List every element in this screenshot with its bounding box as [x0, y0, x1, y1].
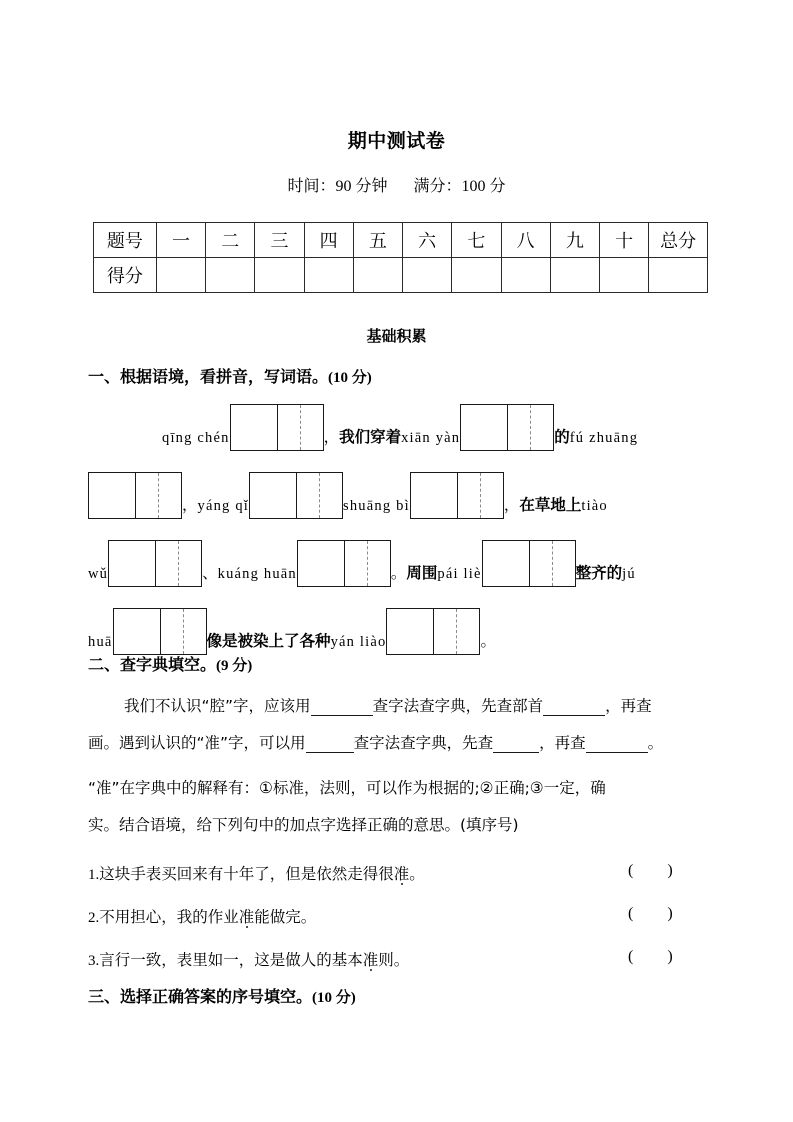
pinyin-writing-exercise [88, 404, 728, 676]
score-table-col-header: 七 [452, 223, 501, 258]
question-2-heading [88, 652, 252, 675]
score-table-col-header: 八 [501, 223, 550, 258]
item-number: 2. [88, 910, 100, 926]
score-table-score-cell[interactable] [156, 258, 205, 293]
q2-paragraph-line-2 [88, 731, 663, 753]
q2-choice-item [88, 948, 409, 970]
punctuation: 。 [390, 564, 407, 582]
q2-blank-2[interactable] [543, 699, 605, 716]
score-table-col-header: 五 [353, 223, 402, 258]
character-writing-box[interactable] [386, 608, 480, 655]
paren-open: ( [628, 862, 634, 879]
q2-instruction-line: 实。结合语境，给下列句中的加点字选择正确的意思。(填序号) [88, 816, 519, 834]
item-text-tail: 。 [409, 865, 425, 883]
pinyin-hint: yáng qǐ [197, 498, 250, 514]
score-table-score-cell[interactable] [206, 258, 255, 293]
score-table-col-header: 三 [255, 223, 304, 258]
sentence-text: 的 [554, 428, 570, 446]
score-table-score-cell[interactable] [649, 258, 708, 293]
character-writing-box[interactable] [482, 540, 576, 587]
paren-close: ) [667, 948, 673, 965]
pinyin-line [88, 472, 728, 540]
character-writing-box[interactable] [410, 472, 504, 519]
question-3-heading [88, 984, 356, 1007]
question-2-points: (9 分) [216, 658, 253, 674]
answer-bracket[interactable] [628, 862, 673, 880]
character-writing-box[interactable] [460, 404, 554, 451]
q2-text-2d: 。 [647, 734, 664, 752]
paren-close: ) [667, 905, 673, 922]
score-table-col-header: 九 [550, 223, 599, 258]
item-number: 1. [88, 867, 100, 883]
exam-fullscore: 满分：100 分 [413, 178, 506, 195]
answer-bracket[interactable] [628, 948, 673, 966]
question-1-title: 一、根据语境，看拼音，写词语。 [88, 367, 329, 386]
sentence-text: 整齐的 [575, 564, 623, 582]
score-table-score-cell[interactable] [255, 258, 304, 293]
q2-paragraph-line-1 [124, 694, 652, 716]
score-table-col-header: 六 [403, 223, 452, 258]
score-table-col-header: 一 [156, 223, 205, 258]
emphasized-character: 准 [238, 908, 255, 926]
question-1-heading [88, 364, 372, 387]
pinyin-hint: yán liào [330, 634, 387, 650]
pinyin-hint: wǔ [88, 566, 109, 582]
emphasized-character: 准 [393, 865, 410, 883]
sentence-text: 周围 [406, 564, 438, 582]
paren-open: ( [628, 905, 634, 922]
score-table-col-header: 十 [599, 223, 648, 258]
score-table-score-cell[interactable] [599, 258, 648, 293]
pinyin-hint: kuáng huān [217, 566, 297, 582]
question-2-title: 二、查字典填空。 [88, 655, 217, 674]
pinyin-hint: shuāng bì [343, 498, 410, 514]
q2-blank-3[interactable] [306, 736, 354, 753]
q2-blank-5[interactable] [586, 736, 648, 753]
exam-time: 时间：90 分钟 [287, 178, 388, 195]
question-3-title: 三、选择正确答案的序号填空。 [88, 987, 313, 1006]
question-3-points: (10 分) [312, 990, 356, 1006]
punctuation: 、 [202, 564, 218, 582]
q2-blank-1[interactable] [311, 699, 373, 716]
paren-close: ) [667, 862, 673, 879]
page-title: 期中测试卷 [347, 130, 446, 152]
score-table-score-cell[interactable] [501, 258, 550, 293]
score-table [93, 222, 708, 293]
score-table-row-label: 得分 [94, 258, 157, 293]
question-1-points: (10 分) [328, 370, 372, 386]
score-table-col-header: 二 [206, 223, 255, 258]
q2-text-2b: 查字法查字典，先查 [353, 734, 494, 752]
sentence-text: 我们穿着 [339, 428, 402, 446]
pinyin-line [88, 404, 728, 472]
score-table-score-cell[interactable] [353, 258, 402, 293]
q2-definitions-line: “准”在字典中的解释有：①标准，法则，可以作为根据的;②正确;③一定，确 [88, 779, 606, 797]
score-table-score-cell[interactable] [304, 258, 353, 293]
score-table-score-cell[interactable] [452, 258, 501, 293]
q2-choice-item [88, 905, 316, 927]
pinyin-hint: tiào [581, 498, 608, 514]
pinyin-hint: qīng chén [162, 430, 230, 446]
character-writing-box[interactable] [230, 404, 324, 451]
sentence-text: 在草地上 [519, 496, 582, 514]
pinyin-hint: huā [88, 634, 113, 650]
punctuation: ， [503, 496, 520, 514]
score-table-score-cell[interactable] [403, 258, 452, 293]
score-table-header-row [94, 223, 708, 258]
paren-open: ( [628, 948, 634, 965]
emphasized-character: 准 [362, 951, 379, 969]
character-writing-box[interactable] [249, 472, 343, 519]
score-table-col-header: 四 [304, 223, 353, 258]
answer-bracket[interactable] [628, 905, 673, 923]
score-table-col-header: 总分 [649, 223, 708, 258]
character-writing-box[interactable] [297, 540, 391, 587]
item-number: 3. [88, 953, 100, 969]
punctuation: ， [323, 428, 340, 446]
q2-text-1b: 查字法查字典，先查部首 [372, 697, 544, 715]
item-text: 这块手表买回来有十年了，但是依然走得很 [99, 865, 394, 883]
score-table-score-row [94, 258, 708, 293]
q2-choice-item [88, 862, 425, 884]
score-table-row-label: 题号 [94, 223, 157, 258]
character-writing-box[interactable] [113, 608, 207, 655]
q2-text-1c: ，再查 [605, 697, 652, 715]
item-text-tail: 能做完。 [254, 908, 317, 926]
character-writing-box[interactable] [108, 540, 202, 587]
punctuation: ， [182, 496, 198, 514]
item-text-tail: 则。 [378, 951, 410, 969]
pinyin-hint: pái liè [437, 566, 482, 582]
pinyin-hint: fú zhuāng [569, 430, 639, 446]
character-writing-box[interactable] [88, 472, 182, 519]
pinyin-hint: jú [622, 566, 636, 582]
section-banner-basics: 基础积累 [366, 327, 427, 345]
item-text: 不用担心，我的作业 [99, 908, 239, 926]
punctuation: 。 [480, 632, 496, 650]
q2-blank-4[interactable] [493, 736, 539, 753]
item-text: 言行一致，表里如一，这是做人的基本 [99, 951, 363, 969]
pinyin-hint: xiān yàn [401, 430, 461, 446]
score-table-score-cell[interactable] [550, 258, 599, 293]
pinyin-line [88, 540, 728, 608]
q2-text-2c: ，再查 [539, 734, 586, 752]
q2-text-2a: 画。遇到认识的“准”字，可以用 [88, 734, 306, 752]
sentence-text: 像是被染上了各种 [206, 632, 331, 650]
exam-meta [0, 173, 793, 196]
q2-text-1a: 我们不认识“腔”字，应该用 [124, 697, 311, 715]
